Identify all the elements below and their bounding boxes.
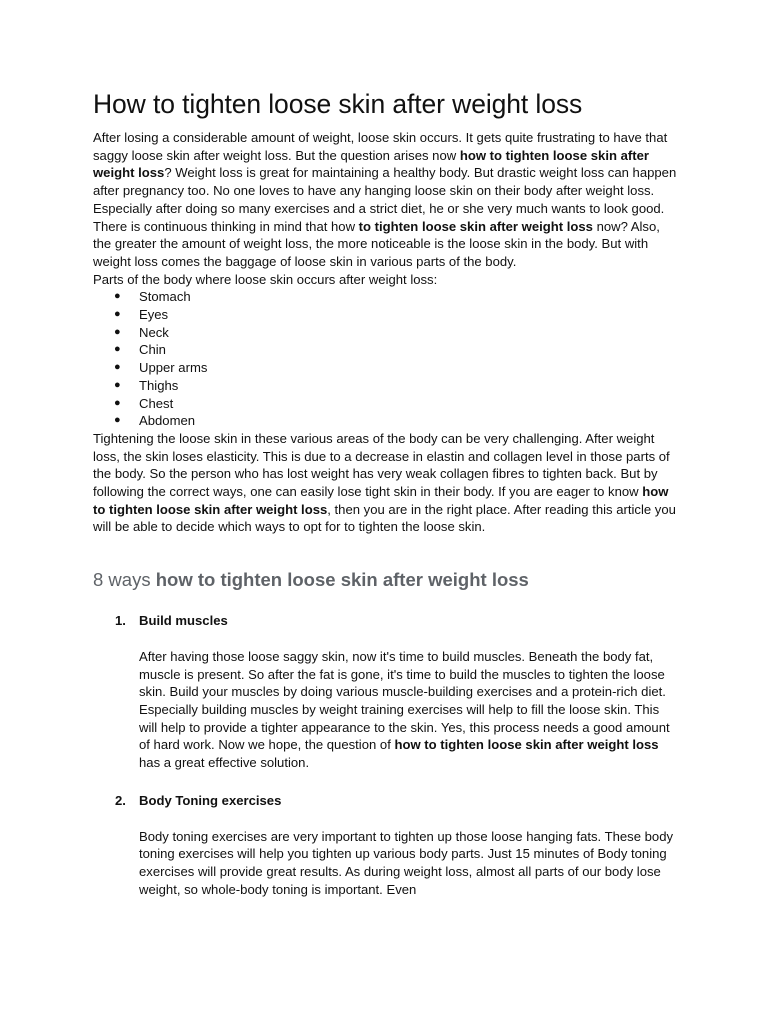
bullet-icon: ● bbox=[114, 325, 121, 338]
list-item-label: Thighs bbox=[139, 377, 179, 393]
list-item bbox=[93, 359, 679, 377]
list-item-label: Abdomen bbox=[139, 413, 196, 429]
list-intro: Parts of the body where loose skin occurs after weight loss: bbox=[93, 271, 438, 287]
body-parts-list bbox=[93, 288, 679, 430]
section-build-muscles bbox=[93, 612, 679, 772]
section-body bbox=[139, 648, 679, 772]
list-item-label: Neck bbox=[139, 324, 169, 340]
list-item bbox=[93, 377, 679, 395]
heading-bold: how to tighten loose skin after weight loss bbox=[155, 569, 529, 591]
list-item-label: Eyes bbox=[139, 307, 169, 323]
bullet-icon: ● bbox=[114, 378, 121, 391]
keyword-bold: how to tighten loose skin after weight loss bbox=[394, 737, 659, 753]
list-item bbox=[93, 412, 679, 430]
intro-text: After losing a considerable amount of weight, loose skin occurs. It gets quite frustrating to have that saggy loose skin after weight loss. But the question arises now bbox=[93, 130, 668, 163]
section-title-text: Build muscles bbox=[139, 613, 228, 629]
bullet-icon: ● bbox=[114, 343, 121, 356]
heading-prefix: 8 ways bbox=[93, 569, 156, 591]
intro-text: now? Also, the greater the amount of weight loss, the more noticeable is the loose skin in the body. But with weight loss comes the baggage of loose skin in various parts of the body. bbox=[93, 218, 660, 269]
keyword-bold: to tighten loose skin after weight loss bbox=[358, 218, 593, 234]
list-item-label: Chest bbox=[139, 395, 174, 411]
section-number: 2. bbox=[115, 792, 126, 808]
document-content bbox=[93, 88, 679, 898]
intro-text: ? Weight loss is great for maintaining a healthy body. But drastic weight loss can happen after pregnancy too. No one loves to have any hanging loose skin on their body after weight loss. Especially after doing so many exercises and a strict diet, he or she very much wants to look good. There is continuous thinking in mind that how bbox=[93, 165, 677, 234]
bullet-icon: ● bbox=[114, 396, 121, 409]
bullet-icon: ● bbox=[114, 308, 121, 321]
intro-text: , then you are in the right place. After reading this article you will be able to decide which ways to opt for to tighten the loose skin. bbox=[93, 501, 676, 535]
section-text: Body toning exercises are very important to tighten up those loose hanging fats. These body toning exercises will help you tighten up various body parts. Just 15 minutes of Body toning exercises will provide great results. As during weight loss, almost all parts of our body lose weight, so whole-body toning is important. Even bbox=[139, 828, 674, 897]
list-item bbox=[93, 306, 679, 324]
section-number: 1. bbox=[115, 613, 126, 629]
intro-paragraph bbox=[93, 129, 679, 271]
section-text: After having those loose saggy skin, now it's time to build muscles. Beneath the body fat, muscle is present. So after the fat is gone, it's time to build the muscles to tighten the loose skin. Build your muscles by doing various muscle-building exercises and a protein-rich diet. Especially building muscles by weight training exercises will help to fill the loose skin. This will help to provide a tighter appearance to the skin. Yes, this process needs a good amount of hard work. Now we hope, the question of bbox=[139, 648, 670, 753]
list-item bbox=[93, 324, 679, 342]
section-title-text: Body Toning exercises bbox=[139, 792, 282, 808]
section-title bbox=[93, 612, 679, 630]
section-body-toning bbox=[93, 792, 679, 899]
bullet-icon: ● bbox=[114, 290, 121, 303]
intro-text: Tightening the loose skin in these various areas of the body can be very challenging. After weight loss, the skin loses elasticity. This is due to a decrease in elastin and collagen level in those parts of the body. So the person who has lost weight has very weak collagen fibres to tighten back. But by following the correct ways, one can easily lose tight skin in their body. If you are eager to know bbox=[93, 430, 670, 500]
list-item-label: Upper arms bbox=[139, 360, 208, 376]
section-title bbox=[93, 792, 679, 810]
list-item bbox=[93, 288, 679, 306]
keyword-bold: how to tighten loose skin after weight loss bbox=[93, 484, 669, 517]
intro-paragraph-2 bbox=[93, 430, 679, 536]
bullet-icon: ● bbox=[114, 414, 121, 427]
list-item-label: Stomach bbox=[139, 289, 191, 305]
page-title: How to tighten loose skin after weight loss bbox=[93, 89, 583, 119]
bullet-icon: ● bbox=[114, 361, 121, 374]
section-text: has a great effective solution. bbox=[139, 755, 310, 771]
list-item-label: Chin bbox=[139, 342, 166, 358]
list-item bbox=[93, 341, 679, 359]
list-item bbox=[93, 395, 679, 413]
section-heading bbox=[93, 568, 679, 592]
keyword-bold: how to tighten loose skin after weight loss bbox=[93, 147, 649, 181]
section-body bbox=[139, 828, 679, 899]
